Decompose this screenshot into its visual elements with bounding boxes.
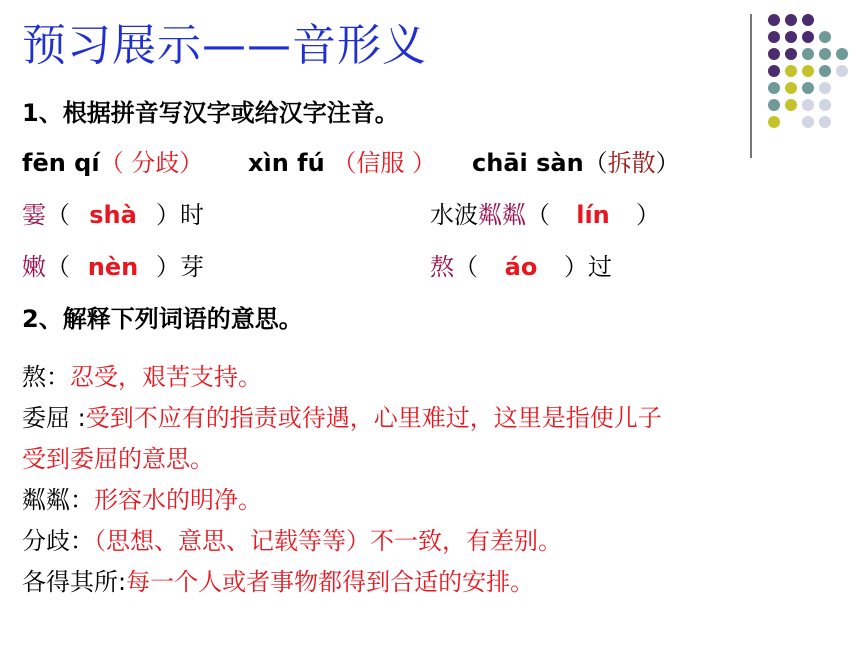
decor-dot — [802, 31, 814, 43]
answer: 分歧 — [131, 149, 180, 177]
decor-dot — [785, 14, 797, 26]
char-item-4: 熬（ áo ）过 — [430, 250, 612, 284]
answer: 信服 — [356, 149, 405, 177]
answer: áo — [504, 253, 538, 281]
pinyin-item-2: xìn fú （信服 ） — [248, 149, 436, 177]
char-item-2: 水波粼粼（ lín ） — [430, 198, 660, 232]
decor-dot — [819, 116, 831, 128]
decor-dot — [768, 116, 780, 128]
decor-dot — [785, 31, 797, 43]
decor-dot — [802, 14, 814, 26]
decor-dot — [768, 99, 780, 111]
decor-dot — [785, 48, 797, 60]
decor-dot — [819, 31, 831, 43]
decor-dot — [785, 99, 797, 111]
definition-line: 分歧：（思想、意思、记载等等）不一致，有差别。 — [22, 527, 562, 555]
decor-dot — [836, 48, 848, 60]
decor-dot — [768, 14, 780, 26]
definition-line: 粼粼：形容水的明净。 — [22, 486, 262, 514]
slide-title: 预习展示——音形义 — [22, 20, 427, 71]
section2-heading: 2、解释下列词语的意思。 — [22, 305, 303, 333]
definition-line: 熬：忍受，艰苦支持。 — [22, 363, 262, 391]
decor-dot — [802, 48, 814, 60]
decor-dot — [768, 82, 780, 94]
decor-dot — [819, 65, 831, 77]
definition-line: 委屈 :受到不应有的指责或待遇，心里难过，这里是指使儿子 — [22, 404, 662, 432]
decor-dot — [785, 82, 797, 94]
decor-dot — [802, 99, 814, 111]
answer: lín — [576, 201, 610, 229]
decor-dot — [768, 31, 780, 43]
answer: shà — [89, 201, 137, 229]
decor-dot — [802, 82, 814, 94]
decor-dot — [802, 116, 814, 128]
pinyin-item-1: fēn qí（ 分歧） — [22, 149, 204, 177]
answer: 拆散 — [607, 149, 656, 177]
pinyin-item-3: chāi sàn（拆散） — [472, 149, 680, 177]
decor-dot — [819, 82, 831, 94]
decor-dot — [768, 48, 780, 60]
section1-heading: 1、根据拼音写汉字或给汉字注音。 — [22, 99, 399, 127]
definition-line: 受到委屈的意思。 — [22, 445, 214, 473]
definition-line: 各得其所:每一个人或者事物都得到合适的安排。 — [22, 568, 535, 596]
decor-dot — [802, 65, 814, 77]
decor-dot — [768, 65, 780, 77]
decor-divider — [750, 14, 752, 158]
decor-dot — [819, 48, 831, 60]
decor-dot — [836, 65, 848, 77]
decor-dot — [819, 99, 831, 111]
char-item-3: 嫩（ nèn ）芽 — [22, 250, 204, 284]
char-item-1: 霎（ shà ）时 — [22, 198, 204, 232]
answer: nèn — [87, 253, 139, 281]
decor-dot — [785, 65, 797, 77]
